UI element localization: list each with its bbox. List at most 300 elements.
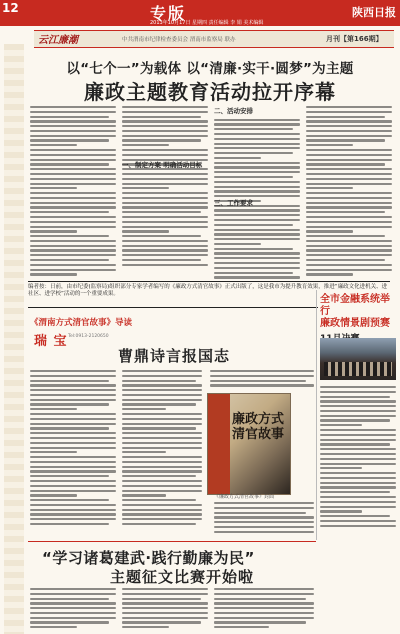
text-line — [306, 187, 353, 189]
text-line — [320, 429, 396, 431]
text-line — [214, 262, 300, 264]
text-line — [214, 598, 306, 600]
text-line — [320, 501, 396, 503]
text-line — [30, 106, 116, 108]
text-line — [122, 259, 201, 261]
text-line — [214, 621, 306, 623]
text-line — [30, 211, 109, 213]
text-line — [122, 475, 196, 477]
text-line — [214, 267, 300, 269]
text-line — [30, 197, 116, 199]
text-line — [30, 173, 116, 175]
text-line — [320, 506, 396, 508]
text-line — [30, 144, 77, 146]
text-line — [306, 173, 392, 175]
text-line — [306, 211, 385, 213]
lead-body-col-3 — [214, 106, 300, 279]
text-line — [122, 466, 202, 468]
text-line — [320, 515, 390, 517]
text-line — [122, 183, 208, 185]
text-line — [122, 130, 208, 132]
text-line — [30, 159, 116, 161]
column2-phone: Tel:0913-2120650 — [68, 334, 109, 339]
section-title: 专版 — [150, 4, 187, 23]
text-line — [30, 187, 77, 189]
text-line — [214, 507, 314, 509]
text-line — [30, 380, 109, 382]
text-line — [320, 391, 396, 393]
text-line — [122, 499, 196, 501]
text-line — [30, 418, 116, 420]
text-line — [30, 375, 116, 377]
text-line — [320, 386, 396, 388]
text-line — [306, 264, 392, 266]
sidebar-photo — [320, 338, 396, 380]
text-line — [30, 130, 116, 132]
story2-headline: 曹鼎诗言报国志 — [118, 347, 231, 365]
text-line — [30, 485, 116, 487]
text-line — [30, 513, 116, 515]
text-line — [320, 419, 390, 421]
text-line — [122, 518, 202, 520]
text-line — [30, 389, 116, 391]
text-line — [30, 612, 116, 614]
text-line — [306, 254, 392, 256]
text-line — [30, 523, 109, 525]
text-line — [214, 166, 300, 168]
text-line — [214, 593, 314, 595]
text-line — [214, 152, 293, 154]
text-line — [210, 380, 306, 382]
text-line — [122, 403, 196, 405]
text-line — [30, 245, 116, 247]
text-line — [122, 370, 202, 372]
text-line — [214, 190, 300, 192]
text-line — [30, 235, 109, 237]
text-line — [30, 466, 116, 468]
text-line — [306, 139, 385, 141]
sidebar-headline-1: 全市金融系统举行 — [320, 294, 390, 317]
text-line — [122, 380, 196, 382]
story3-body-col-1 — [30, 588, 116, 628]
text-line — [210, 370, 314, 372]
text-line — [214, 147, 300, 149]
text-line — [214, 181, 300, 183]
text-line — [30, 139, 109, 141]
text-line — [214, 502, 314, 504]
text-line — [306, 144, 353, 146]
text-line — [122, 216, 208, 218]
text-line — [214, 248, 293, 250]
text-line — [214, 243, 261, 245]
lead-headline-main: 廉政主题教育活动拉开序幕 — [84, 80, 336, 104]
text-line — [214, 602, 314, 604]
text-line — [30, 617, 116, 619]
text-line — [30, 273, 77, 275]
text-line — [306, 130, 392, 132]
text-line — [122, 598, 201, 600]
text-line — [122, 206, 208, 208]
text-line — [122, 494, 166, 496]
text-line — [30, 456, 116, 458]
text-line — [30, 509, 116, 511]
text-line — [122, 173, 208, 175]
text-line — [122, 230, 169, 232]
text-line — [214, 157, 261, 159]
text-line — [30, 149, 116, 151]
text-line — [122, 593, 208, 595]
text-line — [214, 128, 293, 130]
story2-body-col-4 — [214, 502, 314, 533]
editor-note: 编者按：日前，由市纪委(监察局)组织部分专家学者编写的《廉政方式清官故事》正式出版了，这是我市为提升教育效果，推进“廉政文化进机关、进社区、进学校”活动的一个重要成果。 — [28, 284, 388, 297]
text-line — [122, 245, 208, 247]
text-line — [30, 264, 116, 266]
text-line — [214, 526, 314, 528]
text-line — [320, 510, 362, 512]
text-line — [30, 206, 116, 208]
column-name: 云江廉潮 — [38, 35, 78, 46]
text-line — [214, 119, 300, 121]
text-line — [320, 396, 390, 398]
text-line — [122, 423, 202, 425]
text-line — [122, 125, 208, 127]
text-line — [122, 513, 202, 515]
text-line — [214, 276, 300, 278]
text-line — [306, 120, 392, 122]
text-line — [214, 171, 300, 173]
text-line — [214, 229, 300, 231]
text-line — [30, 593, 116, 595]
text-line — [306, 159, 392, 161]
sidebar-headline-2: 廉政情景剧预赛 — [320, 318, 390, 329]
text-line — [320, 424, 362, 426]
story2-body-col-1 — [30, 370, 116, 525]
book-cover-title: 廉政方式清官故事 — [232, 412, 285, 442]
text-line — [320, 472, 396, 474]
text-line — [122, 111, 208, 113]
text-line — [30, 461, 116, 463]
text-line — [122, 621, 201, 623]
text-line — [122, 509, 202, 511]
text-line — [122, 384, 202, 386]
text-line — [214, 512, 306, 514]
text-line — [214, 224, 293, 226]
text-line — [122, 135, 208, 137]
text-line — [122, 116, 201, 118]
text-line — [320, 434, 396, 436]
text-line — [306, 216, 392, 218]
text-line — [30, 120, 116, 122]
text-line — [306, 192, 392, 194]
text-line — [122, 149, 208, 151]
text-line — [320, 491, 390, 493]
text-line — [30, 451, 77, 453]
text-line — [30, 226, 116, 228]
text-line — [30, 598, 109, 600]
book-cover-image — [207, 393, 291, 495]
text-line — [122, 235, 201, 237]
text-line — [306, 197, 392, 199]
text-line — [122, 240, 208, 242]
text-line — [306, 221, 392, 223]
text-line — [320, 482, 396, 484]
text-line — [30, 163, 109, 165]
text-line — [30, 432, 116, 434]
text-line — [30, 437, 116, 439]
text-line — [214, 162, 300, 164]
text-line — [30, 394, 116, 396]
text-line — [214, 272, 293, 274]
text-line — [122, 264, 208, 266]
text-line — [214, 143, 300, 145]
text-line — [122, 607, 208, 609]
text-line — [30, 216, 116, 218]
text-line — [214, 209, 300, 211]
page-number: 12 — [2, 1, 19, 15]
text-line — [214, 516, 314, 518]
text-line — [30, 621, 109, 623]
issue-number: 月刊【第166期】 — [326, 35, 383, 43]
text-line — [122, 437, 202, 439]
text-line — [320, 486, 396, 488]
text-line — [306, 125, 392, 127]
text-line — [306, 154, 392, 156]
text-line — [122, 602, 208, 604]
text-line — [122, 447, 202, 449]
text-line — [320, 520, 396, 522]
text-line — [214, 521, 314, 523]
text-line — [306, 235, 385, 237]
text-line — [122, 461, 202, 463]
text-line — [30, 490, 116, 492]
text-line — [122, 389, 202, 391]
text-line — [30, 480, 116, 482]
text-line — [30, 202, 116, 204]
text-line — [306, 178, 392, 180]
text-line — [320, 448, 396, 450]
lead-subhead-1: 一、制定方案 明确活动目标 — [122, 161, 203, 169]
column-host: 中共渭南市纪律检查委员会 渭南市监察局 联办 — [122, 37, 236, 43]
text-line — [30, 607, 116, 609]
story3-body-col-2 — [122, 588, 208, 628]
text-line — [306, 202, 392, 204]
text-line — [30, 249, 116, 251]
text-line — [122, 106, 208, 108]
text-line — [30, 259, 109, 261]
text-line — [306, 230, 353, 232]
text-line — [306, 273, 353, 275]
text-line — [122, 490, 202, 492]
text-line — [30, 408, 77, 410]
margin-ornament — [4, 44, 24, 634]
text-line — [122, 626, 169, 628]
text-line — [30, 125, 116, 127]
text-line — [30, 447, 116, 449]
text-line — [320, 477, 396, 479]
text-line — [30, 442, 116, 444]
text-line — [122, 442, 202, 444]
text-line — [122, 399, 202, 401]
text-line — [320, 458, 396, 460]
text-line — [30, 423, 116, 425]
text-line — [122, 120, 208, 122]
lead-body-col-1 — [30, 106, 116, 276]
text-line — [122, 612, 208, 614]
text-line — [30, 269, 116, 271]
text-line — [306, 183, 392, 185]
text-line — [30, 626, 77, 628]
story2-body-col-3 — [210, 370, 314, 387]
text-line — [214, 219, 300, 221]
text-line — [122, 480, 202, 482]
text-line — [30, 384, 116, 386]
text-line — [122, 408, 166, 410]
text-line — [122, 617, 208, 619]
text-line — [214, 617, 314, 619]
text-line — [320, 415, 396, 417]
text-line — [210, 375, 314, 377]
column2-title: 《渭南方式清官故事》导读 — [30, 318, 133, 328]
text-line — [30, 168, 116, 170]
text-line — [306, 149, 392, 151]
text-line — [30, 154, 116, 156]
text-line — [122, 144, 169, 146]
text-line — [122, 456, 202, 458]
text-line — [306, 111, 392, 113]
text-line — [122, 418, 202, 420]
text-line — [306, 249, 392, 251]
editor-note-rule-bottom — [28, 307, 318, 308]
lead-subhead-2: 二、活动安排 — [214, 107, 253, 115]
text-line — [210, 384, 314, 386]
story2-body-col-2 — [122, 370, 202, 525]
story3-headline-2: 主题征文比赛开始啦 — [110, 568, 255, 586]
text-line — [122, 226, 208, 228]
text-line — [320, 467, 362, 469]
text-line — [30, 183, 116, 185]
text-line — [214, 133, 300, 135]
text-line — [320, 525, 396, 527]
text-line — [214, 233, 300, 235]
text-line — [320, 496, 396, 498]
text-line — [306, 226, 392, 228]
text-line — [214, 257, 300, 259]
text-line — [306, 240, 392, 242]
text-line — [30, 427, 109, 429]
text-line — [30, 116, 109, 118]
text-line — [214, 607, 314, 609]
text-line — [306, 269, 392, 271]
text-line — [122, 154, 208, 156]
text-line — [30, 518, 116, 520]
text-line — [30, 240, 116, 242]
text-line — [122, 485, 202, 487]
text-line — [122, 523, 196, 525]
text-line — [30, 403, 109, 405]
text-line — [30, 221, 116, 223]
text-line — [122, 588, 208, 590]
text-line — [122, 504, 202, 506]
lead-subhead-3: 三、工作要求 — [214, 199, 253, 207]
text-line — [30, 588, 116, 590]
text-line — [122, 470, 202, 472]
text-line — [320, 453, 396, 455]
text-line — [122, 427, 196, 429]
text-line — [122, 394, 202, 396]
text-line — [122, 187, 169, 189]
story3-headline-1: “学习诸葛建武·践行勤廉为民” — [42, 549, 255, 567]
text-line — [306, 135, 392, 137]
column2-name: 瑞 宝 — [34, 334, 68, 349]
text-line — [122, 139, 201, 141]
text-line — [214, 186, 300, 188]
text-line — [30, 475, 109, 477]
text-line — [306, 163, 385, 165]
text-line — [306, 259, 385, 261]
text-line — [214, 238, 300, 240]
date-line: 2013年10月17日 星期四 责任编辑 李 娟 美术编辑 — [150, 20, 264, 26]
text-line — [30, 254, 116, 256]
text-line — [30, 399, 116, 401]
text-line — [122, 192, 208, 194]
text-line — [306, 206, 392, 208]
story3-body-col-3 — [214, 588, 314, 628]
sidebar-divider — [316, 290, 317, 540]
text-line — [122, 202, 208, 204]
sidebar — [320, 294, 396, 344]
text-line — [122, 211, 201, 213]
text-line — [320, 405, 396, 407]
text-line — [122, 221, 208, 223]
text-line — [214, 252, 300, 254]
lead-body-col-4 — [306, 106, 392, 276]
text-line — [30, 413, 116, 415]
text-line — [214, 626, 269, 628]
text-line — [214, 214, 300, 216]
text-line — [122, 432, 202, 434]
text-line — [214, 531, 314, 533]
text-line — [320, 400, 396, 402]
text-line — [30, 470, 116, 472]
text-line — [122, 375, 202, 377]
text-line — [214, 588, 314, 590]
text-line — [122, 254, 208, 256]
book-caption: 《廉政方式清官故事》封面 — [214, 494, 275, 500]
text-line — [320, 443, 390, 445]
text-line — [122, 178, 208, 180]
text-line — [214, 195, 300, 197]
book-spine — [208, 394, 230, 494]
masthead-logo: 陕西日报 — [352, 6, 396, 19]
text-line — [320, 439, 396, 441]
lead-body-col-2 — [122, 106, 208, 266]
text-line — [30, 111, 116, 113]
text-line — [306, 106, 392, 108]
text-line — [320, 463, 396, 465]
text-line — [306, 245, 392, 247]
editor-note-rule — [28, 281, 390, 282]
bottom-rule — [28, 541, 316, 542]
text-line — [122, 249, 208, 251]
text-line — [320, 410, 396, 412]
text-line — [214, 123, 300, 125]
text-line — [214, 138, 300, 140]
lead-headline-top: 以“七个一”为载体 以“清廉·实干·圆梦”为主题 — [66, 61, 354, 77]
text-line — [30, 370, 116, 372]
sidebar-body — [320, 386, 396, 527]
text-line — [30, 178, 116, 180]
text-line — [214, 176, 293, 178]
